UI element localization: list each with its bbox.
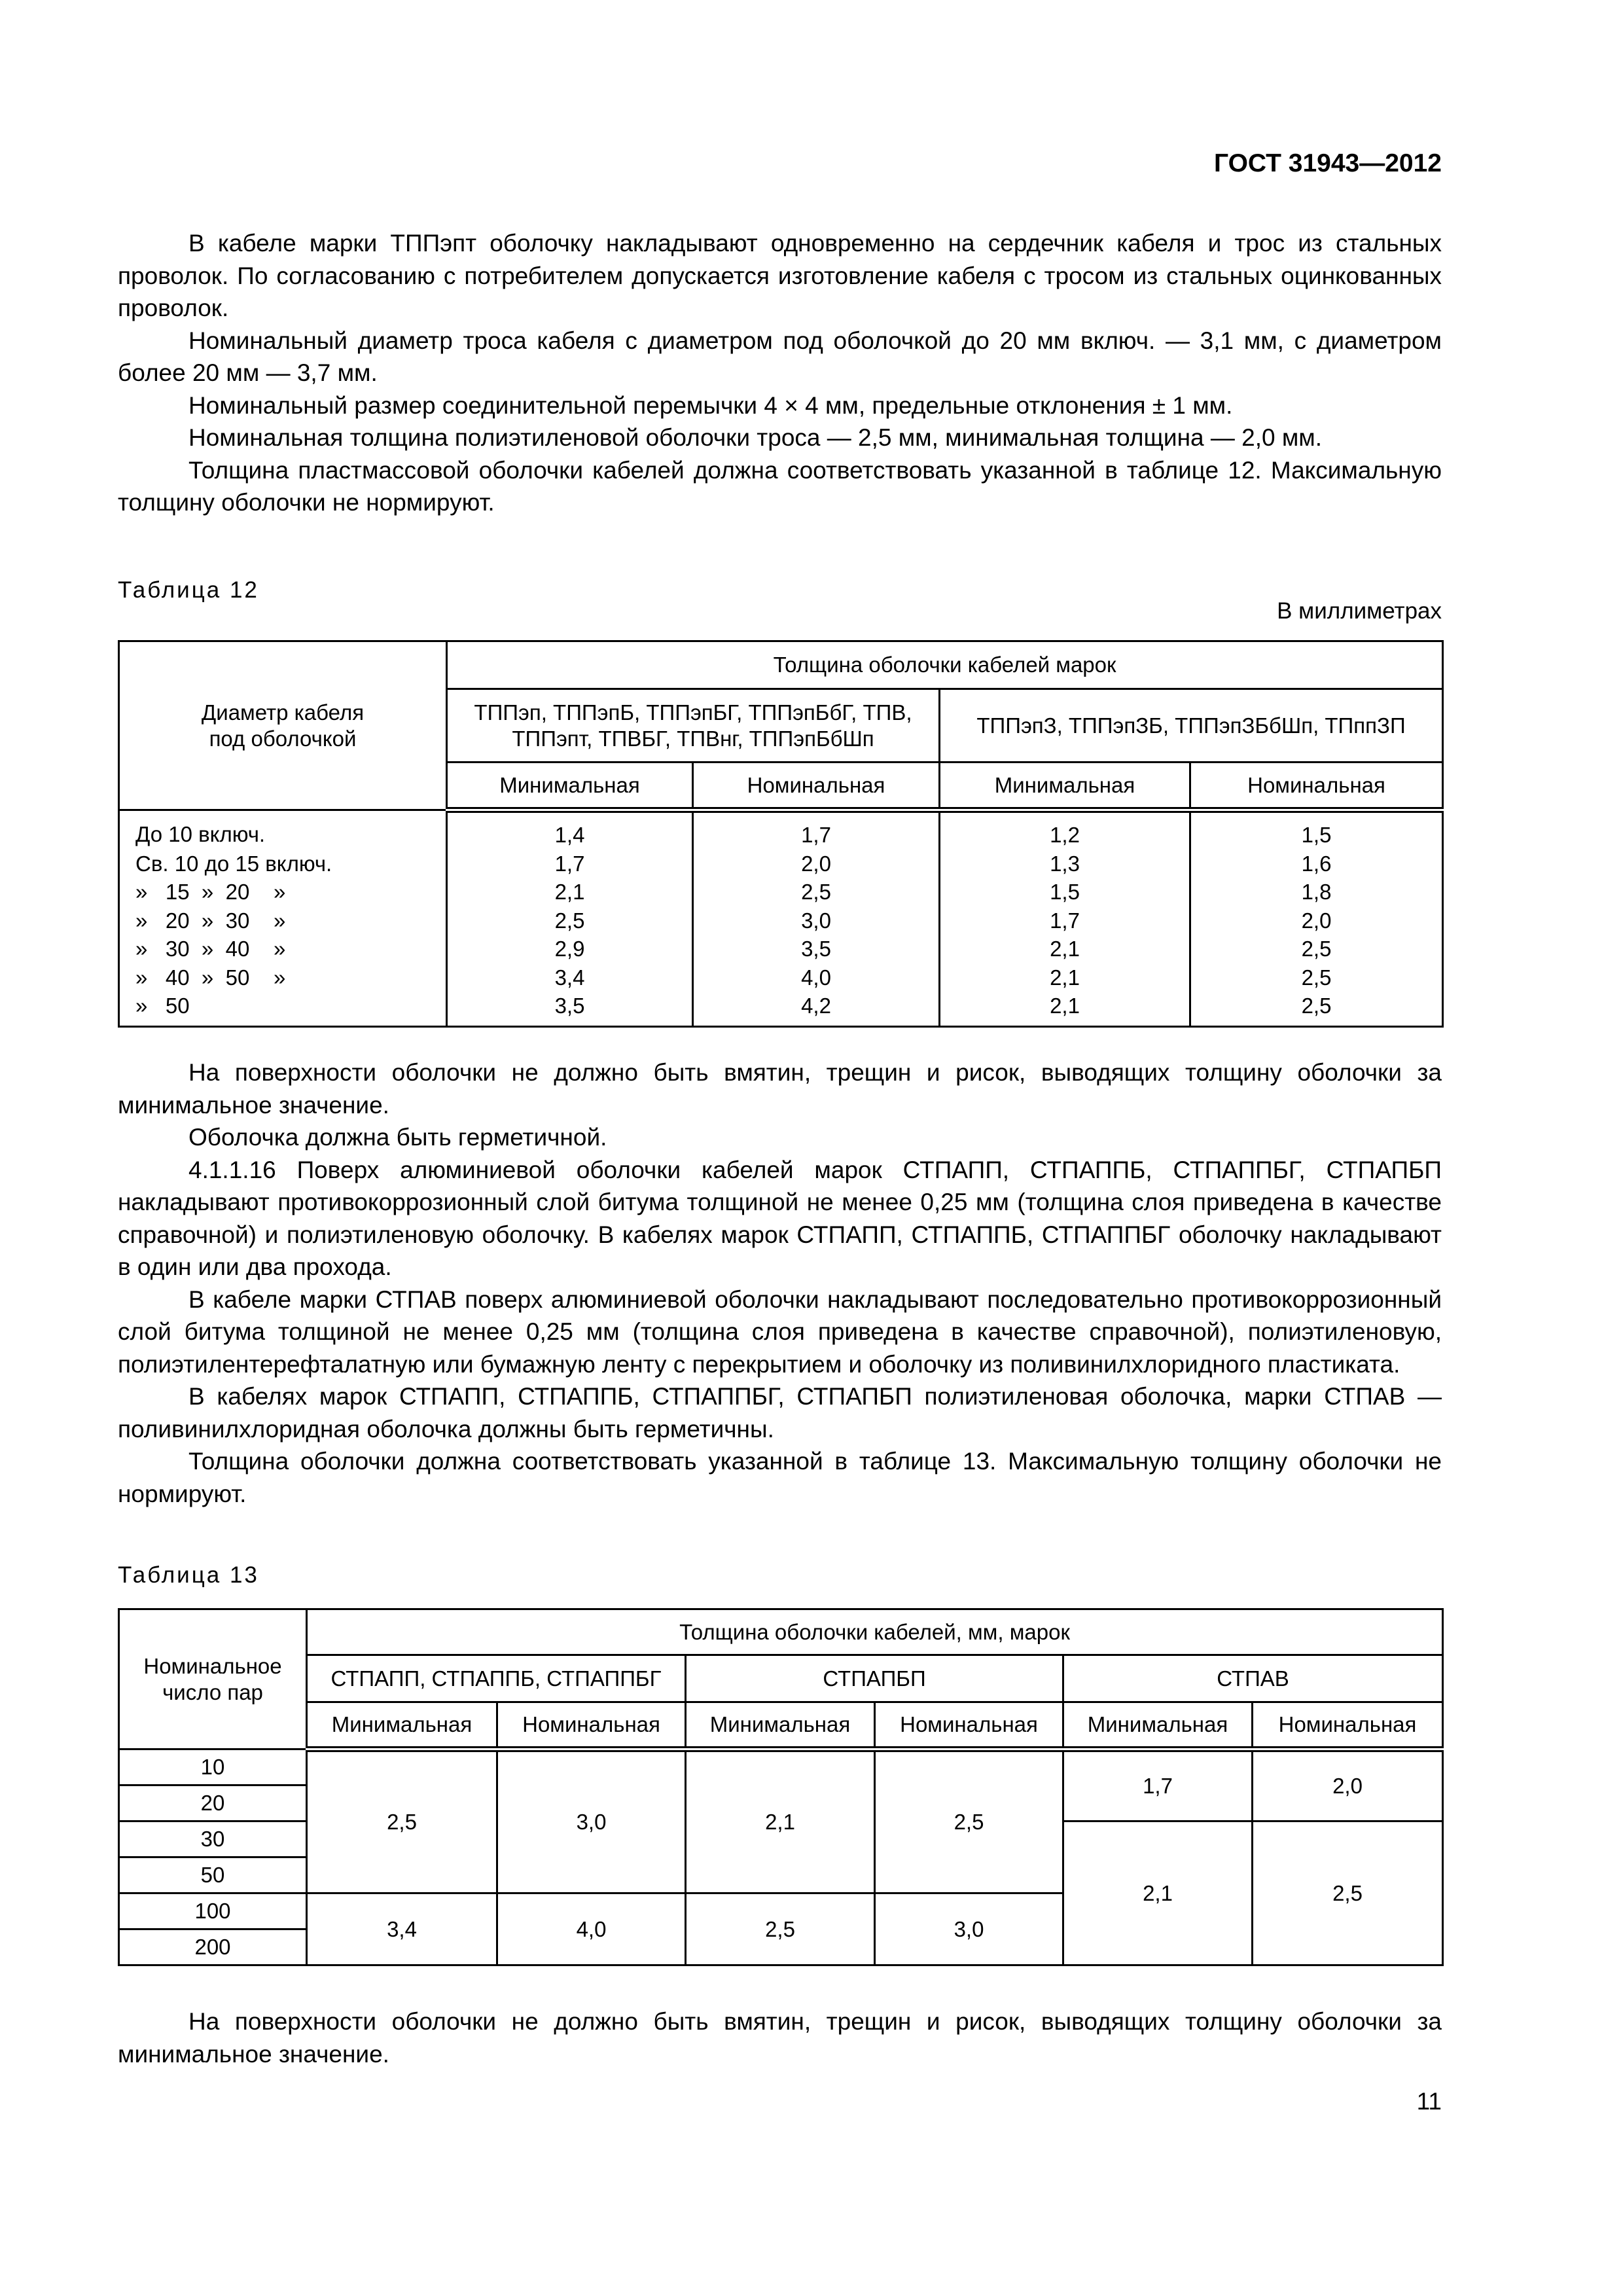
cell: 3,4 <box>447 963 693 992</box>
table-row <box>119 992 1443 1026</box>
paragraph: В кабеле марки СТПАВ поверх алюминиевой оболочки накладывают последовательно противокоррозионный слой битума толщиной не менее 0,25 мм (толщина слоя приведена в качестве справочной), полиэтиленовую, полиэтилентерефталатную или бумажную ленту с перекрытием и оболочку из поливинилхлоридного пластиката. <box>118 1285 1442 1378</box>
cell: 1,6 <box>1190 850 1443 878</box>
table-row <box>119 1749 1443 1785</box>
sub-header-nom: Номинальная <box>1190 762 1443 810</box>
cell-pairs: 30 <box>119 1821 307 1857</box>
cell-pairs: 100 <box>119 1893 307 1929</box>
sub-header-min: Минимальная <box>1063 1702 1253 1749</box>
sub-header-min: Минимальная <box>940 762 1190 810</box>
cell: 2,1 <box>940 935 1190 963</box>
cell: 1,2 <box>940 810 1190 850</box>
paragraph: Номинальный диаметр троса кабеля с диаметром под оболочкой до 20 мм включ. — 3,1 мм, с диаметром более 20 мм — 3,7 мм. <box>118 327 1442 386</box>
cell: 1,7 <box>447 850 693 878</box>
paragraph: На поверхности оболочки не должно быть вмятин, трещин и рисок, выводящих толщину оболочки за минимальное значение. <box>118 1059 1442 1119</box>
group-header: Толщина оболочки кабелей, мм, марок <box>307 1609 1443 1655</box>
cell: 2,5 <box>1190 992 1443 1026</box>
cell: 4,2 <box>693 992 940 1026</box>
table-row <box>119 810 1443 850</box>
cell: 2,1 <box>447 878 693 906</box>
group-2-header: СТПАПБП <box>686 1655 1063 1702</box>
cell: 1,7 <box>1063 1749 1253 1821</box>
cell: 1,8 <box>1190 878 1443 906</box>
table-row <box>119 878 1443 906</box>
paragraph: Толщина пластмассовой оболочки кабелей должна соответствовать указанной в таблице 12. Максимальную толщину оболочки не нормируют. <box>118 456 1442 516</box>
cell: » 50 <box>119 992 447 1026</box>
cell: » 40 » 50 » <box>119 963 447 992</box>
cell: 2,5 <box>447 906 693 935</box>
section-1 <box>118 227 1442 519</box>
sub-header-min: Минимальная <box>307 1702 497 1749</box>
paragraph: 4.1.1.16 Поверх алюминиевой оболочки кабелей марок СТПАПП, СТПАППБ, СТПАППБГ, СТПАПБП накладывают противокоррозионный слой битума толщиной не менее 0,25 мм (толщина слоя приведена в качестве справочной) и полиэтиленовую оболочку. В кабелях марок СТПАПП, СТПАППБ, СТПАППБГ оболочку накладывают в один или два прохода. <box>118 1156 1442 1280</box>
cell: 3,0 <box>497 1749 686 1893</box>
paragraph: Номинальный размер соединительной перемычки 4 × 4 мм, предельные отклонения ± 1 мм. <box>188 391 1233 419</box>
cell: 2,1 <box>940 963 1190 992</box>
cell: 4,0 <box>497 1893 686 1965</box>
cell: 2,5 <box>307 1749 497 1893</box>
cell: 3,5 <box>693 935 940 963</box>
sub-header-nom: Номинальная <box>693 762 940 810</box>
table-12-caption: Таблица 12 <box>118 577 259 603</box>
table-12-units: В миллиметрах <box>1277 598 1442 624</box>
table-row <box>119 963 1443 992</box>
cell: 2,5 <box>693 878 940 906</box>
cell-pairs: 10 <box>119 1749 307 1785</box>
cell: 2,1 <box>940 992 1190 1026</box>
cell: » 15 » 20 » <box>119 878 447 906</box>
cell: 3,0 <box>693 906 940 935</box>
cell: 1,3 <box>940 850 1190 878</box>
table-12 <box>118 640 1444 1028</box>
group-1-header: СТПАПП, СТПАППБ, СТПАППБГ <box>307 1655 686 1702</box>
sub-header-nom: Номинальная <box>497 1702 686 1749</box>
cell: 2,5 <box>875 1749 1063 1893</box>
cell: 3,4 <box>307 1893 497 1965</box>
cell: 1,7 <box>940 906 1190 935</box>
cell: 2,1 <box>686 1749 875 1893</box>
cell: 1,5 <box>940 878 1190 906</box>
col-header-diameter: Диаметр кабеля под оболочкой <box>119 641 447 810</box>
table-row <box>119 935 1443 963</box>
sub-header-nom: Номинальная <box>1253 1702 1443 1749</box>
page-number: 11 <box>1416 2088 1442 2115</box>
cell: » 30 » 40 » <box>119 935 447 963</box>
cell: 2,5 <box>1190 935 1443 963</box>
cell-pairs: 200 <box>119 1929 307 1965</box>
section-2 <box>118 1056 1442 1510</box>
cell: 2,5 <box>686 1893 875 1965</box>
cell-pairs: 20 <box>119 1785 307 1821</box>
section-3 <box>118 2005 1442 2070</box>
group-header: Толщина оболочки кабелей марок <box>447 641 1443 689</box>
cell-pairs: 50 <box>119 1857 307 1893</box>
paragraph: Номинальная толщина полиэтиленовой оболочки троса — 2,5 мм, минимальная толщина — 2,0 мм. <box>188 424 1323 451</box>
cell: 3,0 <box>875 1893 1063 1965</box>
table-row <box>119 906 1443 935</box>
paragraph: Толщина оболочки должна соответствовать указанной в таблице 13. Максимальную толщину оболочки не нормируют. <box>118 1448 1442 1507</box>
group-3-header: СТПАВ <box>1063 1655 1443 1702</box>
sub-header-min: Минимальная <box>686 1702 875 1749</box>
col-header-pairs: Номинальное число пар <box>119 1609 307 1749</box>
paragraph: В кабелях марок СТПАПП, СТПАППБ, СТПАППБГ, СТПАПБП полиэтиленовая оболочка, марки СТПАВ — поливинилхлоридная оболочка должны быть герметичны. <box>118 1383 1442 1443</box>
document-header: ГОСТ 31943—2012 <box>1214 149 1442 177</box>
cell: 3,5 <box>447 992 693 1026</box>
paragraph: В кабеле марки ТППэпт оболочку накладывают одновременно на сердечник кабеля и трос из стальных проволок. По согласованию с потребителем допускается изготовление кабеля с тросом из стальных оцинкованных проволок. <box>118 230 1442 321</box>
table-13-caption: Таблица 13 <box>118 1562 259 1588</box>
cell: 2,5 <box>1253 1821 1443 1965</box>
cell: 2,9 <box>447 935 693 963</box>
paragraph: Оболочка должна быть герметичной. <box>188 1124 607 1151</box>
table-row <box>119 850 1443 878</box>
paragraph: На поверхности оболочки не должно быть вмятин, трещин и рисок, выводящих толщину оболочки за минимальное значение. <box>118 2008 1442 2068</box>
cell: 1,5 <box>1190 810 1443 850</box>
cell: До 10 включ. <box>119 810 447 850</box>
sub-header-nom: Номинальная <box>875 1702 1063 1749</box>
group-1-header: ТППэп, ТППэпБ, ТППэпБГ, ТППэпБбГ, ТПВ, ТППэпт, ТПВБГ, ТПВнг, ТППэпБбШп <box>447 689 940 762</box>
group-2-header: ТППэпЗ, ТППэпЗБ, ТППэпЗБбШп, ТПппЗП <box>940 689 1443 762</box>
cell: 2,0 <box>693 850 940 878</box>
cell: 2,0 <box>1253 1749 1443 1821</box>
table-13 <box>118 1608 1444 1966</box>
cell: 1,4 <box>447 810 693 850</box>
cell: Св. 10 до 15 включ. <box>119 850 447 878</box>
cell: 1,7 <box>693 810 940 850</box>
sub-header-min: Минимальная <box>447 762 693 810</box>
cell: » 20 » 30 » <box>119 906 447 935</box>
cell: 2,5 <box>1190 963 1443 992</box>
cell: 4,0 <box>693 963 940 992</box>
cell: 2,1 <box>1063 1821 1253 1965</box>
cell: 2,0 <box>1190 906 1443 935</box>
